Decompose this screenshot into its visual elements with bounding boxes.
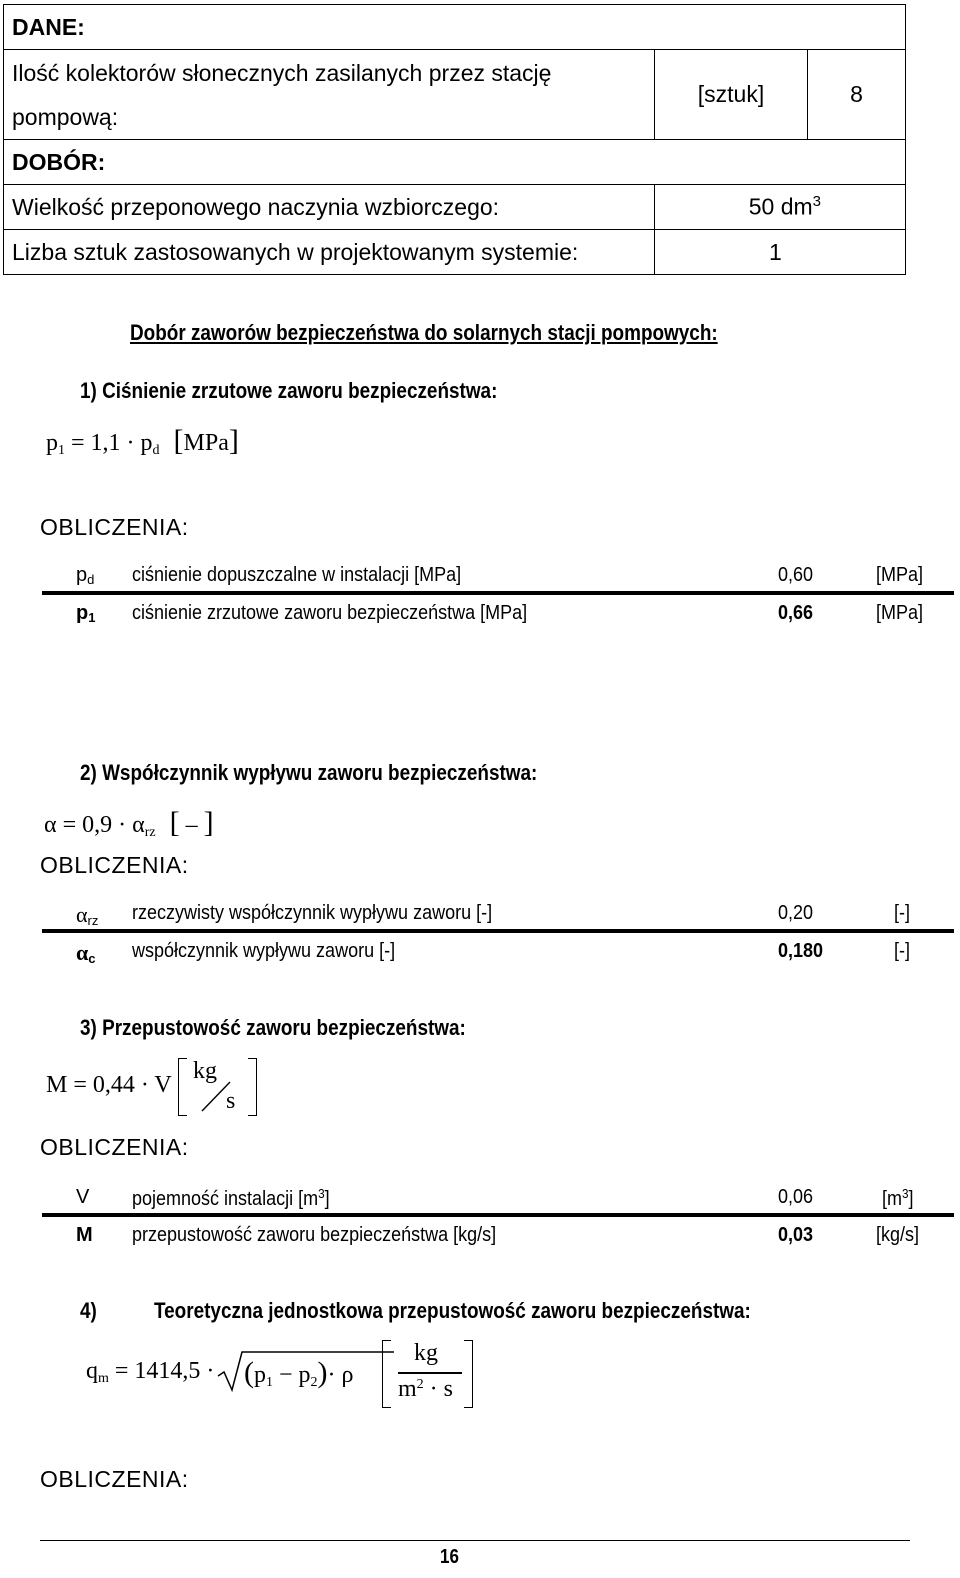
- page-number: 16: [440, 1546, 459, 1568]
- section4-number: 4): [80, 1298, 97, 1323]
- section4-formula-root: $(p_1 - p_2)\cdot \rho$: [244, 1356, 354, 1390]
- divider: [42, 929, 954, 933]
- row-pd: [44, 558, 954, 594]
- unit4-numerator: kg: [414, 1340, 438, 1366]
- dobor-label: DOBÓR:: [4, 140, 906, 185]
- vessel-size-label: Wielkość przeponowego naczynia wzbiorczego:: [4, 185, 655, 230]
- value-p1: 0,66: [778, 602, 814, 624]
- unit-alpha-c: [-]: [894, 940, 911, 962]
- section1-formula: $p_1 = 1,1 \cdot p_d$ [MPa]: [46, 424, 239, 458]
- data-table: [3, 4, 906, 275]
- collectors-count-unit: [sztuk]: [655, 50, 808, 140]
- main-heading: Dobór zaworów bezpieczeństwa do solarnych stacji pompowych:: [130, 320, 718, 345]
- collectors-count-label: Ilość kolektorów słonecznych zasilanych przez stację pompową:: [4, 50, 655, 140]
- section3-heading: 3) Przepustowość zaworu bezpieczeństwa:: [80, 1015, 466, 1040]
- value-v: 0,06: [778, 1186, 814, 1208]
- collectors-count-value: 8: [808, 50, 906, 140]
- row-alpha-c: [44, 934, 954, 970]
- symbol-v: V: [76, 1186, 90, 1208]
- desc-p1: ciśnienie zrzutowe zaworu bezpieczeństwa [MPa]: [132, 602, 528, 624]
- symbol-alpha-rz: $\alpha_{rz}$: [76, 902, 99, 928]
- units-count-label: Lizba sztuk zastosowanych w projektowanym systemie:: [4, 230, 655, 275]
- value-alpha-c: 0,180: [778, 940, 824, 962]
- oblicz-label-3: OBLICZENIA:: [40, 1134, 189, 1160]
- value-m: 0,03: [778, 1224, 814, 1246]
- desc-alpha-rz: rzeczywisty współczynnik wypływu zaworu [-]: [132, 902, 493, 924]
- bracket-left: [178, 1058, 187, 1116]
- symbol-p1: $p_1$: [76, 602, 96, 625]
- fraction-line: [398, 1372, 462, 1374]
- section4-formula-lhs: $q_m = 1414,5$ ·: [86, 1358, 215, 1386]
- symbol-alpha-c: $\alpha_c$: [76, 940, 96, 966]
- footer-divider: [40, 1540, 910, 1541]
- row-v: [44, 1180, 954, 1216]
- section1-heading: 1) Ciśnienie zrzutowe zaworu bezpieczeństwa:: [80, 378, 498, 403]
- row-m: [44, 1218, 954, 1254]
- oblicz-label-2: OBLICZENIA:: [40, 852, 189, 878]
- bracket-right: [248, 1058, 257, 1116]
- value-alpha-rz: 0,20: [778, 902, 814, 924]
- section2-formula: $\alpha = 0,9 \cdot \alpha_{rz}$ [ – ]: [44, 806, 214, 840]
- unit-numerator: kg: [193, 1058, 217, 1084]
- section3-formula: M = 0,44 · V: [46, 1072, 172, 1098]
- unit-p1: [MPa]: [876, 602, 924, 624]
- unit4-denominator: $m^2 \cdot s$: [398, 1376, 454, 1402]
- section2-heading: 2) Współczynnik wypływu zaworu bezpieczeństwa:: [80, 760, 538, 785]
- divider: [42, 1213, 954, 1217]
- desc-v: pojemność instalacji $[m^3]$: [132, 1186, 330, 1210]
- desc-pd: ciśnienie dopuszczalne w instalacji [MPa]: [132, 564, 462, 586]
- bracket-left: [382, 1340, 391, 1408]
- oblicz-label-4: OBLICZENIA:: [40, 1466, 189, 1492]
- unit-alpha-rz: [-]: [894, 902, 911, 924]
- oblicz-label-1: OBLICZENIA:: [40, 514, 189, 540]
- unit-m: [kg/s]: [876, 1224, 920, 1246]
- divider: [42, 591, 954, 595]
- dane-label: DANE:: [4, 5, 906, 50]
- bracket-right: [464, 1340, 473, 1408]
- units-count-value: 1: [655, 230, 906, 275]
- symbol-m: M: [76, 1224, 93, 1246]
- symbol-pd: $p_d$: [76, 564, 95, 587]
- vessel-size-value: 50 $dm^3$: [655, 185, 906, 230]
- desc-m: przepustowość zaworu bezpieczeństwa [kg/s]: [132, 1224, 497, 1246]
- unit-denominator: s: [226, 1088, 236, 1114]
- value-pd: 0,60: [778, 564, 814, 586]
- section4-heading: Teoretyczna jednostkowa przepustowość zaworu bezpieczeństwa:: [154, 1298, 751, 1323]
- unit-v: $[m^3]$: [882, 1186, 914, 1210]
- row-p1: [44, 596, 954, 632]
- unit-pd: [MPa]: [876, 564, 924, 586]
- desc-alpha-c: współczynnik wypływu zaworu [-]: [132, 940, 396, 962]
- row-alpha-rz: [44, 896, 954, 932]
